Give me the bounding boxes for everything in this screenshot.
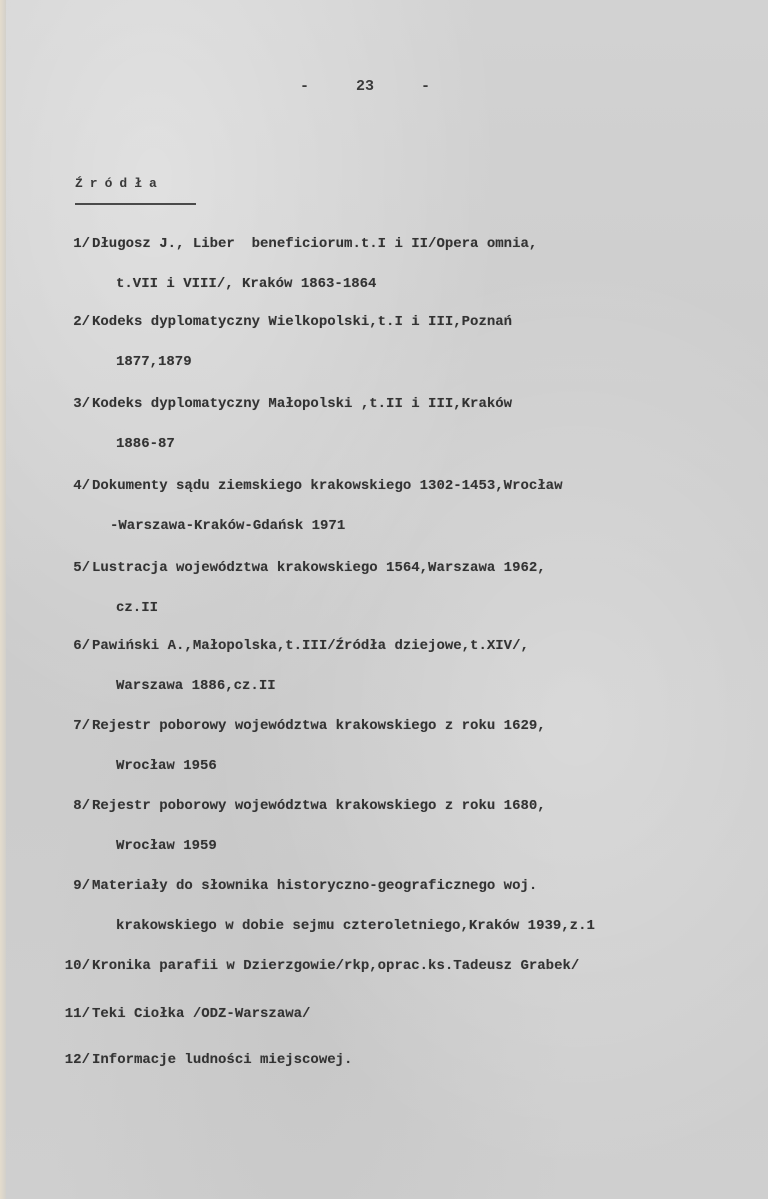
entry-line: Kronika parafii w Dzierzgowie/rkp,oprac.ks.Tadeusz Grabek/	[92, 958, 580, 974]
entry-line: Informacje ludności miejscowej.	[92, 1052, 353, 1068]
entry-number: 5/	[73, 560, 90, 576]
page-number-value: 23	[355, 78, 374, 95]
entry-line: Kodeks dyplomatyczny Małopolski ,t.II i III,Kraków	[92, 396, 513, 412]
page-number	[300, 78, 430, 95]
entry-line: Rejestr poborowy województwa krakowskiego z roku 1629,	[92, 718, 546, 734]
entry-line: t.VII i VIII/, Kraków 1863-1864	[116, 276, 377, 292]
section-heading: Źródła	[75, 176, 164, 191]
entry-number: 10/	[64, 958, 90, 974]
entry-number: 12/	[64, 1052, 90, 1068]
entry-line: Pawiński A.,Małopolska,t.III/Źródła dziejowe,t.XIV/,	[92, 638, 529, 654]
page-number-dash-left: -	[300, 78, 310, 95]
entry-number: 4/	[73, 478, 90, 494]
entry-number: 9/	[73, 878, 90, 894]
entry-number: 3/	[73, 396, 90, 412]
page-number-dash-right: -	[420, 78, 430, 95]
entry-line: Dokumenty sądu ziemskiego krakowskiego 1302-1453,Wrocław	[92, 478, 563, 494]
entry-line: 1886-87	[116, 436, 175, 452]
entry-line: Kodeks dyplomatyczny Wielkopolski,t.I i III,Poznań	[92, 314, 513, 330]
entry-line: Warszawa 1886,cz.II	[116, 678, 276, 694]
entry-number: 8/	[73, 798, 90, 814]
entry-number: 2/	[73, 314, 90, 330]
entry-line: Długosz J., Liber beneficiorum.t.I i II/Opera omnia,	[92, 236, 538, 252]
heading-underline	[75, 203, 196, 205]
entry-line: krakowskiego w dobie sejmu czteroletniego,Kraków 1939,z.1	[116, 918, 595, 934]
entry-line: cz.II	[116, 600, 159, 616]
entry-number: 7/	[73, 718, 90, 734]
entry-line: -Warszawa-Kraków-Gdańsk 1971	[110, 518, 346, 534]
entry-line: Teki Ciołka /ODZ-Warszawa/	[92, 1006, 311, 1022]
entry-number: 1/	[73, 236, 90, 252]
entry-number: 6/	[73, 638, 90, 654]
entry-line: Rejestr poborowy województwa krakowskiego z roku 1680,	[92, 798, 546, 814]
entry-line: Wrocław 1959	[116, 838, 217, 854]
entry-line: Lustracja województwa krakowskiego 1564,Warszawa 1962,	[92, 560, 546, 576]
entry-line: Wrocław 1956	[116, 758, 217, 774]
entry-line: 1877,1879	[116, 354, 192, 370]
entry-number: 11/	[64, 1006, 90, 1022]
entry-line: Materiały do słownika historyczno-geograficznego woj.	[92, 878, 538, 894]
